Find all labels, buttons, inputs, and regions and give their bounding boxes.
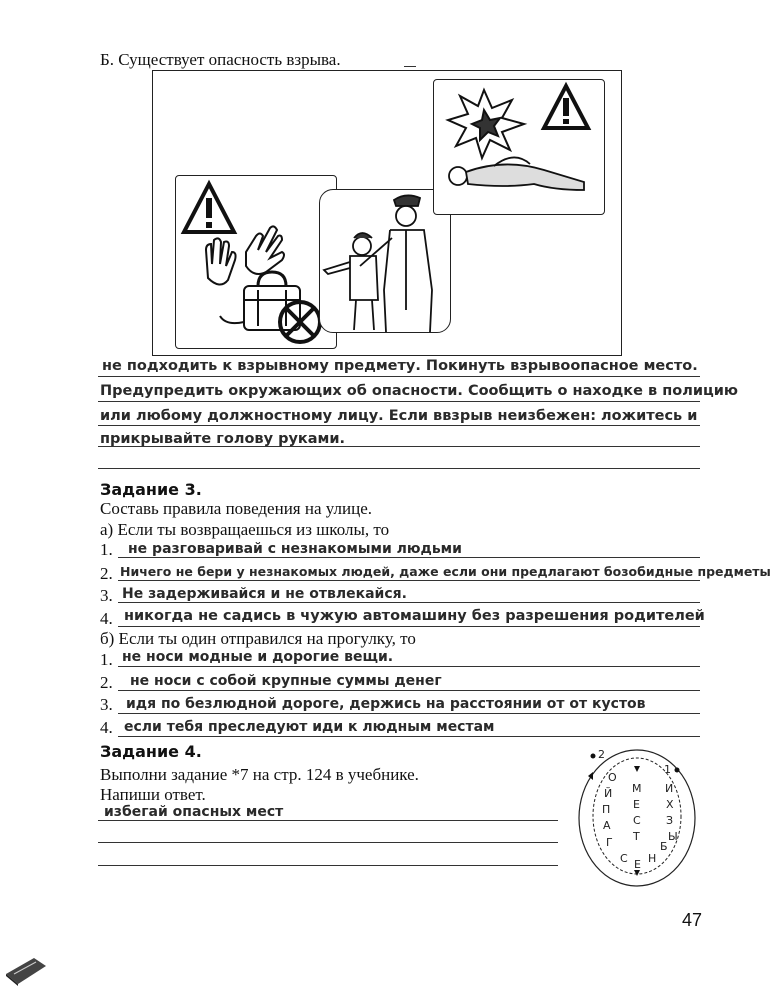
answer-line-1: не подходить к взрывному предмету. Покинуть взрывоопасное место. [102,358,698,374]
panel-suitcase [175,175,337,349]
police-scene [320,190,450,332]
section-b-title: Б. Существует опасность взрыва. [100,50,341,69]
rule-b2: не носи с собой крупные суммы денег [130,673,442,689]
rule-line [118,557,700,558]
puzzle-letter: П [602,803,611,816]
puzzle-letter: Т [633,830,640,843]
puzzle-letter: Е [633,798,640,811]
puzzle-letter: И [665,782,674,795]
rule-line [98,401,700,402]
suitcase-scene [176,176,336,348]
task3-intro: Составь правила поведения на улице. [100,499,372,518]
puzzle-letter: А [603,819,611,832]
puzzle-letter: Е [634,858,641,871]
task4-heading: Задание 4. [100,742,202,761]
rule-line [118,736,700,737]
explosion-scene [434,80,604,214]
rule-a3: Не задерживайся и не отвлекайся. [122,586,407,602]
explosion-burst-icon [448,90,524,158]
lying-person-icon [449,157,584,190]
rule-line [98,425,700,426]
rule-line [118,580,700,581]
task4-line2: Напиши ответ. [100,785,206,804]
puzzle-letter: С [633,814,641,827]
warning-triangle-icon [544,86,588,128]
item-number: 1. [100,540,113,559]
puzzle-letter: З [666,814,674,827]
puzzle-letter: Н [648,852,657,865]
puzzle-letter: О [608,771,617,784]
item-number: 3. [100,586,113,605]
task3-part-b-label: б) Если ты один отправился на прогулку, то [100,629,416,648]
item-number: 4. [100,718,113,737]
puzzle-letter: Г [606,836,613,849]
rule-line [118,666,700,667]
item-number: 2. [100,673,113,692]
rule-line [118,713,700,714]
stop-hand-icon [206,226,284,284]
suitcase-icon [220,272,300,330]
puzzle-marker-2: 2 [598,748,605,761]
illustration-frame [152,70,622,356]
puzzle-letter: Х [666,798,674,811]
rule-a4: никогда не садись в чужую автомашину без разрешения родителей [124,608,705,624]
rule-b3: идя по безлюдной дороге, держись на расстоянии от от кустов [126,696,646,712]
puzzle-letter: Ы [668,830,678,843]
answer-line-3: или любому должностному лицу. Если ввзрыв неизбежен: ложитесь и [100,408,698,424]
rule-line [118,626,700,627]
rule-b1: не носи модные и дорогие вещи. [122,649,394,665]
corner-logo-icon [4,952,48,986]
answer-line-4: прикрывайте голову руками. [100,431,346,447]
rule-line [98,865,558,866]
rule-line [98,820,558,821]
puzzle-letter: Б [660,840,668,853]
task3-part-a-label: а) Если ты возвращаешься из школы, то [100,520,390,539]
warning-triangle-icon [184,184,234,232]
item-number: 3. [100,695,113,714]
puzzle-marker-1: 1 [664,763,671,776]
page-number: 47 [682,910,703,930]
rule-a1: не разговаривай с незнакомыми людьми [128,541,462,557]
task3-heading: Задание 3. [100,480,202,499]
rule-line [98,446,700,447]
title-dash [404,66,416,67]
rule-line [98,468,700,469]
item-number: 4. [100,609,113,628]
task4-line1: Выполни задание *7 на стр. 124 в учебнике. [100,765,419,784]
rule-line [98,376,700,377]
panel-explosion [433,79,605,215]
item-number: 1. [100,650,113,669]
puzzle-letter: С [620,852,628,865]
rule-a2: Ничего не бери у незнакомых людей, даже если они предлагают бозобидные предметы [120,564,771,579]
rule-line [118,602,700,603]
item-number: 2. [100,564,113,583]
rule-line [98,842,558,843]
panel-police [319,189,451,333]
rule-line [118,690,700,691]
puzzle-letter: Й [604,787,613,800]
answer-line-2: Предупредить окружающих об опасности. Сообщить о находке в полицию [100,383,739,399]
word-puzzle [576,748,698,890]
rule-b4: если тебя преследуют иди к людным местам [124,719,495,735]
puzzle-letter: М [632,782,642,795]
task4-answer: избегай опасных мест [104,804,284,820]
